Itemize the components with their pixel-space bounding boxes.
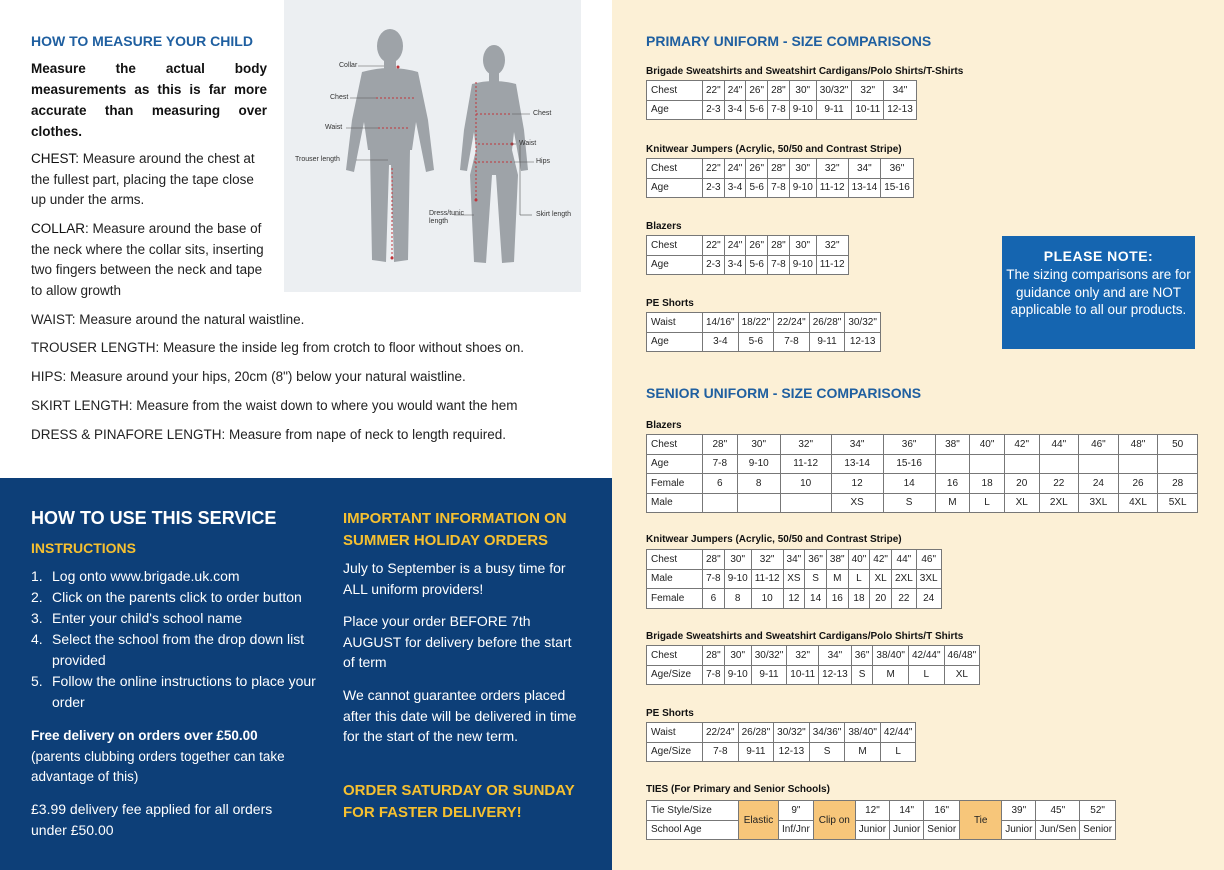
body-silhouettes	[284, 0, 581, 292]
size-cell: S	[805, 569, 827, 589]
size-cell: 24"	[724, 236, 746, 256]
chest-instruction: CHEST: Measure around the chest at the fullest part, placing the tape close up under the arms.	[31, 151, 255, 207]
service-panel	[0, 478, 612, 870]
size-row	[647, 236, 849, 256]
size-cell: 48"	[1118, 435, 1158, 455]
size-cell: 7-8	[774, 332, 810, 352]
size-cell: 30"	[737, 435, 780, 455]
size-row	[647, 100, 917, 120]
size-cell: XL	[1004, 493, 1039, 513]
ties-cell: Senior	[1080, 820, 1116, 840]
size-cell: 2XL	[891, 569, 916, 589]
size-cell: 10	[751, 589, 783, 609]
measure-intro: Measure the actual body measurements as this is far more accurate than measuring over clothes.	[31, 61, 267, 139]
size-cell	[780, 493, 831, 513]
size-cell: 5XL	[1158, 493, 1198, 513]
size-cell: 6	[703, 474, 738, 494]
size-cell: 26"	[746, 81, 768, 101]
size-cell: L	[908, 665, 944, 685]
senior-table-title: Brigade Sweatshirts and Sweatshirt Cardigans/Polo Shirts/T Shirts	[646, 631, 964, 642]
size-cell: 6	[703, 589, 725, 609]
size-row-label: Male	[647, 493, 703, 513]
size-cell: 9-10	[724, 569, 751, 589]
size-cell: 12	[831, 474, 883, 494]
size-cell	[1118, 454, 1158, 474]
size-cell: 9-10	[789, 255, 816, 275]
size-cell: 40"	[848, 550, 870, 570]
size-row	[647, 159, 914, 179]
size-cell: 42"	[870, 550, 892, 570]
size-cell: 8	[724, 589, 751, 609]
ties-cell: 16"	[924, 801, 960, 821]
dress-instruction: DRESS & PINAFORE LENGTH: Measure from nape of neck to length required.	[31, 427, 506, 442]
size-cell: 20	[870, 589, 892, 609]
figure-label-hips: Hips	[536, 158, 551, 165]
size-cell: XS	[831, 493, 883, 513]
size-cell: 11-12	[751, 569, 783, 589]
senior-sweatshirt-table	[646, 645, 980, 685]
size-cell: 12-13	[884, 100, 917, 120]
size-cell: 9-11	[809, 332, 845, 352]
figure-label-skirt: Skirt length	[536, 211, 572, 218]
size-row	[647, 742, 916, 762]
size-row	[647, 454, 1198, 474]
size-row-label: Chest	[647, 81, 703, 101]
size-cell: 26/28"	[738, 723, 774, 743]
size-cell: 5-6	[746, 100, 768, 120]
size-cell: M	[845, 742, 881, 762]
size-cell: 28"	[768, 81, 790, 101]
figure-label-chest-right: Chest	[533, 110, 552, 117]
important-title: IMPORTANT INFORMATION ON SUMMER HOLIDAY ORDERS	[343, 510, 567, 549]
size-row-label: Age	[647, 255, 703, 275]
size-cell: 9-10	[724, 665, 751, 685]
size-cell: 12	[783, 589, 805, 609]
size-cell: 22/24"	[774, 313, 810, 333]
size-cell: 10-11	[852, 100, 884, 120]
size-cell: 34"	[848, 159, 881, 179]
size-cell: 2-3	[703, 178, 725, 198]
size-row	[647, 550, 942, 570]
hips-instruction: HIPS: Measure around your hips, 20cm (8") below your natural waistline.	[31, 369, 466, 384]
size-cell: 44"	[1039, 435, 1079, 455]
size-cell: 9-10	[789, 178, 816, 198]
size-cell: 13-14	[848, 178, 881, 198]
size-cell: 24	[916, 589, 941, 609]
size-cell: 7-8	[768, 255, 790, 275]
measurement-figure	[284, 0, 581, 292]
free-delivery-note: Free delivery on orders over £50.00 (parents clubbing orders together can take advantage of this)	[31, 728, 285, 784]
size-cell: 46"	[916, 550, 941, 570]
size-cell: 2XL	[1039, 493, 1079, 513]
size-cell: 30/32"	[816, 81, 852, 101]
size-cell: 38"	[826, 550, 848, 570]
figure-label-waist-left: Waist	[325, 124, 343, 131]
size-cell: 7-8	[703, 454, 738, 474]
size-row	[647, 569, 942, 589]
senior-table-title: Knitwear Jumpers (Acrylic, 50/50 and Contrast Stripe)	[646, 534, 902, 545]
size-cell: 10	[780, 474, 831, 494]
size-cell: 40"	[970, 435, 1005, 455]
size-cell: 2-3	[703, 100, 725, 120]
size-cell: 7-8	[703, 665, 725, 685]
size-cell: 3-4	[703, 332, 739, 352]
size-cell: 12-13	[819, 665, 852, 685]
size-cell: 34"	[884, 81, 917, 101]
measure-title: HOW TO MEASURE YOUR CHILD	[31, 33, 253, 49]
size-cell: M	[935, 493, 970, 513]
size-row-label: Male	[647, 569, 703, 589]
size-cell: 22	[891, 589, 916, 609]
size-cell: 9-11	[751, 665, 787, 685]
figure-label-dress: Dress/tunic length	[429, 210, 465, 225]
size-cell: 32"	[787, 646, 819, 666]
size-cell: 26"	[746, 236, 768, 256]
size-cell: 42/44"	[880, 723, 916, 743]
size-cell: 38/40"	[845, 723, 881, 743]
size-cell: 14	[805, 589, 827, 609]
senior-blazers-table	[646, 434, 1198, 513]
size-cell: 36"	[881, 159, 914, 179]
size-row-label: Chest	[647, 435, 703, 455]
instruction-steps	[31, 566, 331, 713]
size-cell: XS	[783, 569, 805, 589]
size-row	[647, 255, 849, 275]
size-cell: 12-13	[774, 742, 810, 762]
size-row-label: Chest	[647, 159, 703, 179]
size-cell: L	[970, 493, 1005, 513]
size-cell: 36"	[883, 435, 935, 455]
male-silhouette-icon	[346, 29, 434, 262]
size-cell: 32"	[816, 159, 848, 179]
size-cell: 44"	[891, 550, 916, 570]
size-cell: 30/32"	[845, 313, 881, 333]
size-cell: 11-12	[816, 255, 848, 275]
ties-row-label: Tie Style/Size	[647, 801, 739, 821]
size-row-label: Chest	[647, 550, 703, 570]
size-row	[647, 81, 917, 101]
delivery-fee-note: £3.99 delivery fee applied for all orders under £50.00	[31, 801, 273, 838]
size-cell: 34"	[819, 646, 852, 666]
important-p3: We cannot guarantee orders placed after this date will be delivered in time for the start of the new term.	[343, 687, 577, 744]
please-note-box	[1002, 236, 1195, 349]
step-4: 4. Select the school from the drop down list provided	[31, 631, 305, 668]
size-cell: 26	[1118, 474, 1158, 494]
size-cell: 34"	[783, 550, 805, 570]
size-cell: 11-12	[816, 178, 848, 198]
size-cell: 9-11	[738, 742, 774, 762]
primary-table-title: Brigade Sweatshirts and Sweatshirt Cardigans/Polo Shirts/T-Shirts	[646, 66, 964, 77]
size-cell: 32"	[751, 550, 783, 570]
size-cell: 7-8	[768, 178, 790, 198]
figure-label-collar: Collar	[339, 62, 358, 69]
senior-knitwear-table	[646, 549, 942, 609]
size-cell: 16	[935, 474, 970, 494]
size-cell: 18	[970, 474, 1005, 494]
size-cell: 30"	[789, 236, 816, 256]
step-5: 5. Follow the online instructions to place your order	[31, 673, 316, 710]
size-cell: 32"	[816, 236, 848, 256]
size-cell: 50	[1158, 435, 1198, 455]
size-cell	[1079, 454, 1119, 474]
ties-title: TIES (For Primary and Senior Schools)	[646, 784, 830, 795]
size-row	[647, 493, 1198, 513]
size-cell: 32"	[852, 81, 884, 101]
ties-row-label: School Age	[647, 820, 739, 840]
size-cell	[935, 454, 970, 474]
size-row-label: Chest	[647, 646, 703, 666]
size-row-label: Female	[647, 589, 703, 609]
size-cell: 46/48"	[944, 646, 980, 666]
size-cell: 20	[1004, 474, 1039, 494]
size-cell: 5-6	[746, 178, 768, 198]
size-cell: 46"	[1079, 435, 1119, 455]
size-cell: L	[848, 569, 870, 589]
size-row-label: Age	[647, 332, 703, 352]
size-row-label: Chest	[647, 236, 703, 256]
size-cell: 26"	[746, 159, 768, 179]
ties-cell: 39"	[1002, 801, 1036, 821]
size-cell: 24"	[724, 159, 746, 179]
size-cell: M	[873, 665, 909, 685]
size-cell: 30"	[724, 646, 751, 666]
size-row-label: Age/Size	[647, 742, 703, 762]
size-cell: 7-8	[768, 100, 790, 120]
size-cell: 38/40"	[873, 646, 909, 666]
ties-cell: Junior	[855, 820, 889, 840]
size-cell: 9-10	[789, 100, 816, 120]
size-cell: 13-14	[831, 454, 883, 474]
size-cell: 22"	[703, 159, 725, 179]
figure-label-chest-left: Chest	[330, 94, 349, 101]
ties-cell: Junior	[890, 820, 924, 840]
size-row-label: Waist	[647, 723, 703, 743]
size-cell: L	[880, 742, 916, 762]
size-cell: 5-6	[738, 332, 774, 352]
primary-sweatshirt-table	[646, 80, 917, 120]
step-2: 2. Click on the parents click to order button	[31, 589, 302, 605]
size-cell: 12-13	[845, 332, 881, 352]
figure-label-waist-right: Waist	[519, 140, 537, 147]
size-cell: M	[826, 569, 848, 589]
weekend-order-title: ORDER SATURDAY OR SUNDAY FOR FASTER DELIVERY!	[343, 782, 575, 821]
size-cell: 22"	[703, 81, 725, 101]
size-row-label: Waist	[647, 313, 703, 333]
size-row	[647, 332, 881, 352]
ties-clipon: Clip on	[813, 801, 855, 840]
note-title: PLEASE NOTE:	[1043, 248, 1154, 264]
size-cell: 38"	[935, 435, 970, 455]
right-panel	[612, 0, 1224, 870]
size-cell: 2-3	[703, 255, 725, 275]
size-row-label: Age	[647, 100, 703, 120]
size-cell: 28"	[768, 159, 790, 179]
size-cell: 30"	[789, 159, 816, 179]
size-cell: 30"	[789, 81, 816, 101]
size-cell: 5-6	[746, 255, 768, 275]
size-cell: 30"	[724, 550, 751, 570]
senior-table-title: Blazers	[646, 420, 682, 431]
size-cell: 34"	[831, 435, 883, 455]
ties-cell: 9"	[779, 801, 814, 821]
size-row-label: Age	[647, 178, 703, 198]
size-cell: 3XL	[1079, 493, 1119, 513]
size-cell: 15-16	[883, 454, 935, 474]
size-cell: 14/16"	[703, 313, 739, 333]
ties-table	[646, 800, 1116, 840]
size-row	[647, 313, 881, 333]
size-row	[647, 646, 980, 666]
size-cell: XL	[870, 569, 892, 589]
size-cell: 32"	[780, 435, 831, 455]
size-cell	[970, 454, 1005, 474]
size-cell: 16	[826, 589, 848, 609]
size-cell: 9-10	[737, 454, 780, 474]
size-cell: 28"	[703, 435, 738, 455]
size-cell: 22	[1039, 474, 1079, 494]
size-cell: 28	[1158, 474, 1198, 494]
size-cell: 3-4	[724, 178, 746, 198]
size-row-label: Female	[647, 474, 703, 494]
size-cell: 42/44"	[908, 646, 944, 666]
size-cell: 18/22"	[738, 313, 774, 333]
size-row	[647, 665, 980, 685]
size-cell: 24	[1079, 474, 1119, 494]
size-cell	[1004, 454, 1039, 474]
ties-cell: 14"	[890, 801, 924, 821]
primary-table-title: PE Shorts	[646, 298, 694, 309]
size-cell: S	[883, 493, 935, 513]
primary-table-title: Knitwear Jumpers (Acrylic, 50/50 and Contrast Stripe)	[646, 144, 902, 155]
ties-cell: Junior	[1002, 820, 1036, 840]
size-cell: 30/32"	[751, 646, 787, 666]
skirt-instruction: SKIRT LENGTH: Measure from the waist down to where you would want the hem	[31, 398, 518, 413]
primary-blazers-table	[646, 235, 849, 275]
collar-instruction: COLLAR: Measure around the base of the neck where the collar sits, inserting two fingers between the neck and tape to allow growth	[31, 221, 264, 298]
size-row-label: Age/Size	[647, 665, 703, 685]
size-row-label: Age	[647, 454, 703, 474]
note-body: The sizing comparisons are for guidance only and are NOT applicable to all our products.	[1006, 267, 1191, 317]
size-cell: 3-4	[724, 100, 746, 120]
female-silhouette-icon	[460, 45, 528, 263]
size-row	[647, 723, 916, 743]
size-cell: 34/36"	[809, 723, 845, 743]
size-cell	[1039, 454, 1079, 474]
trouser-instruction: TROUSER LENGTH: Measure the inside leg from crotch to floor without shoes on.	[31, 340, 524, 355]
size-cell: 24"	[724, 81, 746, 101]
step-1: 1. Log onto www.brigade.uk.com	[31, 568, 240, 584]
size-cell: 22"	[703, 236, 725, 256]
waist-instruction: WAIST: Measure around the natural waistline.	[31, 312, 305, 327]
size-cell: 7-8	[703, 742, 739, 762]
size-cell	[1158, 454, 1198, 474]
size-cell: 4XL	[1118, 493, 1158, 513]
senior-title: SENIOR UNIFORM - SIZE COMPARISONS	[646, 385, 922, 401]
size-cell: 15-16	[881, 178, 914, 198]
instructions-title: INSTRUCTIONS	[31, 540, 136, 556]
size-cell: 28"	[768, 236, 790, 256]
size-cell	[703, 493, 738, 513]
size-cell: 36"	[851, 646, 873, 666]
service-title: HOW TO USE THIS SERVICE	[31, 508, 277, 528]
size-cell: 30/32"	[774, 723, 810, 743]
primary-knitwear-table	[646, 158, 914, 198]
senior-table-title: PE Shorts	[646, 708, 694, 719]
size-cell: 36"	[805, 550, 827, 570]
primary-table-title: Blazers	[646, 221, 682, 232]
size-cell	[737, 493, 780, 513]
ties-tie: Tie	[960, 801, 1002, 840]
ties-cell: 45"	[1036, 801, 1080, 821]
size-row	[647, 474, 1198, 494]
size-cell: 42"	[1004, 435, 1039, 455]
size-cell: 9-11	[816, 100, 852, 120]
size-cell: 3-4	[724, 255, 746, 275]
size-cell: 26/28"	[809, 313, 845, 333]
size-cell: S	[851, 665, 873, 685]
ties-cell: 12"	[855, 801, 889, 821]
size-cell: 28"	[703, 646, 725, 666]
size-cell: S	[809, 742, 845, 762]
figure-label-trouser: Trouser length	[295, 156, 340, 163]
senior-pe-shorts-table	[646, 722, 916, 762]
size-cell: 22/24"	[703, 723, 739, 743]
primary-pe-shorts-table	[646, 312, 881, 352]
size-cell: 10-11	[787, 665, 819, 685]
important-p1: July to September is a busy time for ALL uniform providers!	[343, 560, 566, 597]
ties-cell: Jun/Sen	[1036, 820, 1080, 840]
ties-cell: Inf/Jnr	[779, 820, 814, 840]
step-3: 3. Enter your child's school name	[31, 610, 243, 626]
size-cell: 7-8	[703, 569, 725, 589]
size-row	[647, 178, 914, 198]
primary-title: PRIMARY UNIFORM - SIZE COMPARISONS	[646, 33, 932, 49]
ties-elastic: Elastic	[739, 801, 779, 840]
size-cell: 8	[737, 474, 780, 494]
size-row	[647, 435, 1198, 455]
size-cell: 28"	[703, 550, 725, 570]
size-cell: 18	[848, 589, 870, 609]
size-cell: 14	[883, 474, 935, 494]
size-row	[647, 589, 942, 609]
important-p2: Place your order BEFORE 7th AUGUST for delivery before the start of term	[343, 613, 572, 670]
ties-cell: Senior	[924, 820, 960, 840]
size-cell: 3XL	[916, 569, 941, 589]
ties-cell: 52"	[1080, 801, 1116, 821]
size-cell: XL	[944, 665, 980, 685]
size-cell: 11-12	[780, 454, 831, 474]
